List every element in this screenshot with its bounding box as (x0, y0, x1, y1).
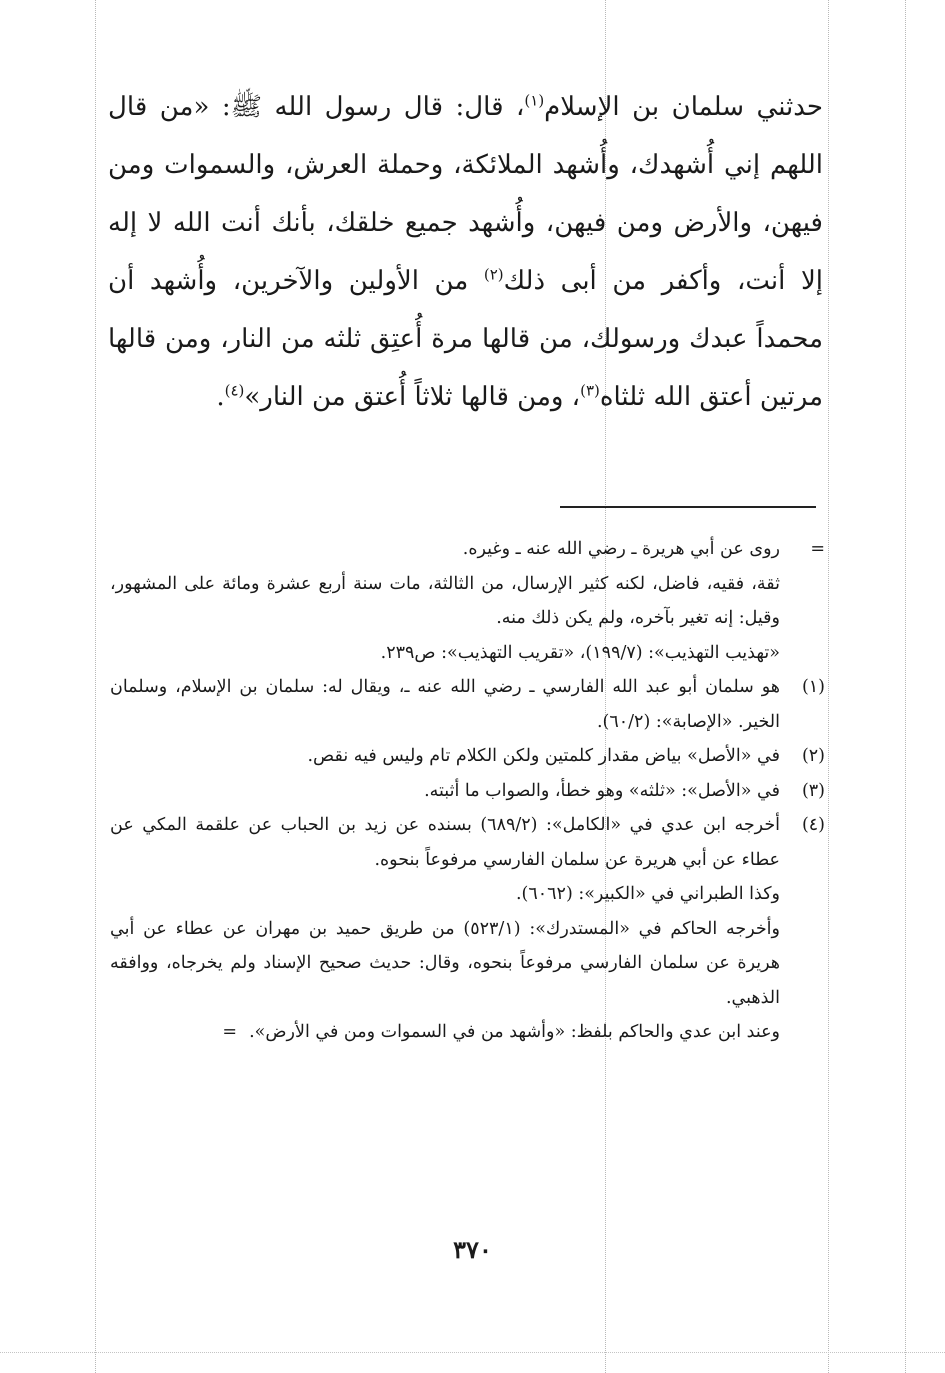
footnote-3 (110, 774, 825, 809)
note-line: هو سلمان أبو عبد الله الفارسي ـ رضي الله عنه ـ، ويقال له: سلمان بن الإسلام، وسلمان الخير. «الإصابة»: (٦٠/٢). (110, 677, 780, 732)
note-line: روى عن أبي هريرة ـ رضي الله عنه ـ وغيره. (462, 539, 780, 559)
footnotes (110, 532, 825, 1050)
note-line: «تهذيب التهذيب»: (١٩٩/٧)، «تقريب التهذيب»: ص٢٣٩. (380, 642, 780, 663)
continuation-mark: = (222, 1022, 238, 1042)
note-line: في «الأصل»: «ثلثه» وهو خطأ، والصواب ما أثبته. (424, 780, 780, 801)
footnote-1 (110, 670, 825, 739)
footnote-ref: (٤) (224, 381, 245, 400)
note-line: أخرجه ابن عدي في «الكامل»: (٦٨٩/٢) بسنده عن زيد بن الحباب عن علقمة المكي عن عطاء عن أبي هريرة عن سلمان الفارسي مرفوعاً بنحوه. (110, 815, 780, 870)
scan-guide-line (95, 0, 96, 1373)
continuation-note (110, 532, 825, 670)
footnote-number: (٤) (801, 815, 825, 835)
main-text (108, 78, 823, 426)
main-paragraph: حدثني سلمان بن الإسلام$^{(١)}$، قال: قال رسول الله ﷺ: «من قال اللهم إني أُشهدك، وأُشهد الملائكة، وحملة العرش، والسموات ومن فيهن، والأرض ومن فيهن، وأُشهد جميع خلقك، بأنك أنت الله لا إله إلا أنت، وأكفر من أبى ذلك$^{(٢)}$ من الأولين والآخرين، وأُشهد أن محمداً عبدك ورسولك، من قالها مرة أُعتِق ثلثه من النار، ومن قالها مرتين أعتق الله ثلثاه$^{(٣)}$، ومن قالها ثلاثاً أُعتق من النار»$^{(٤)}$. (108, 91, 823, 412)
footnote-number: (١) (801, 677, 825, 697)
scan-guide-line (828, 0, 829, 1373)
footnote-separator (560, 506, 816, 508)
footnote-number: (٣) (801, 780, 825, 801)
note-line: ثقة، فقيه، فاضل، لكنه كثير الإرسال، من الثالثة، مات سنة أربع عشرة ومائة على المشهور، وقيل: إنه تغير بآخره، ولم يكن ذلك منه. (110, 573, 780, 628)
note-line: وكذا الطبراني في «الكبير»: (٦٠٦٢). (515, 884, 780, 904)
footnote-ref: (١) (524, 91, 545, 110)
scan-guide-line (0, 1352, 945, 1353)
note-line: وعند ابن عدي والحاكم بلفظ: «وأشهد من في السموات ومن في الأرض».= (110, 1015, 780, 1050)
page-number: ٣٧٠ (453, 1235, 492, 1264)
scan-guide-line (905, 0, 906, 1373)
footnote-number: (٢) (801, 746, 825, 766)
footnote-4 (110, 808, 825, 1050)
footnote-ref: (٣) (580, 381, 600, 400)
continuation-mark: = (810, 539, 825, 559)
footnote-ref: (٢) (483, 265, 504, 284)
note-line: وأخرجه الحاكم في «المستدرك»: (٥٢٣/١) من طريق حميد بن مهران عن عطاء عن أبي هريرة عن سلمان الفارسي مرفوعاً بنحوه، وقال: حديث صحيح الإسناد ولم يخرجاه، ووافقه الذهبي. (110, 918, 780, 1008)
footnote-2 (110, 739, 825, 774)
note-line: في «الأصل» بياض مقدار كلمتين ولكن الكلام تام وليس فيه نقص. (307, 746, 780, 766)
